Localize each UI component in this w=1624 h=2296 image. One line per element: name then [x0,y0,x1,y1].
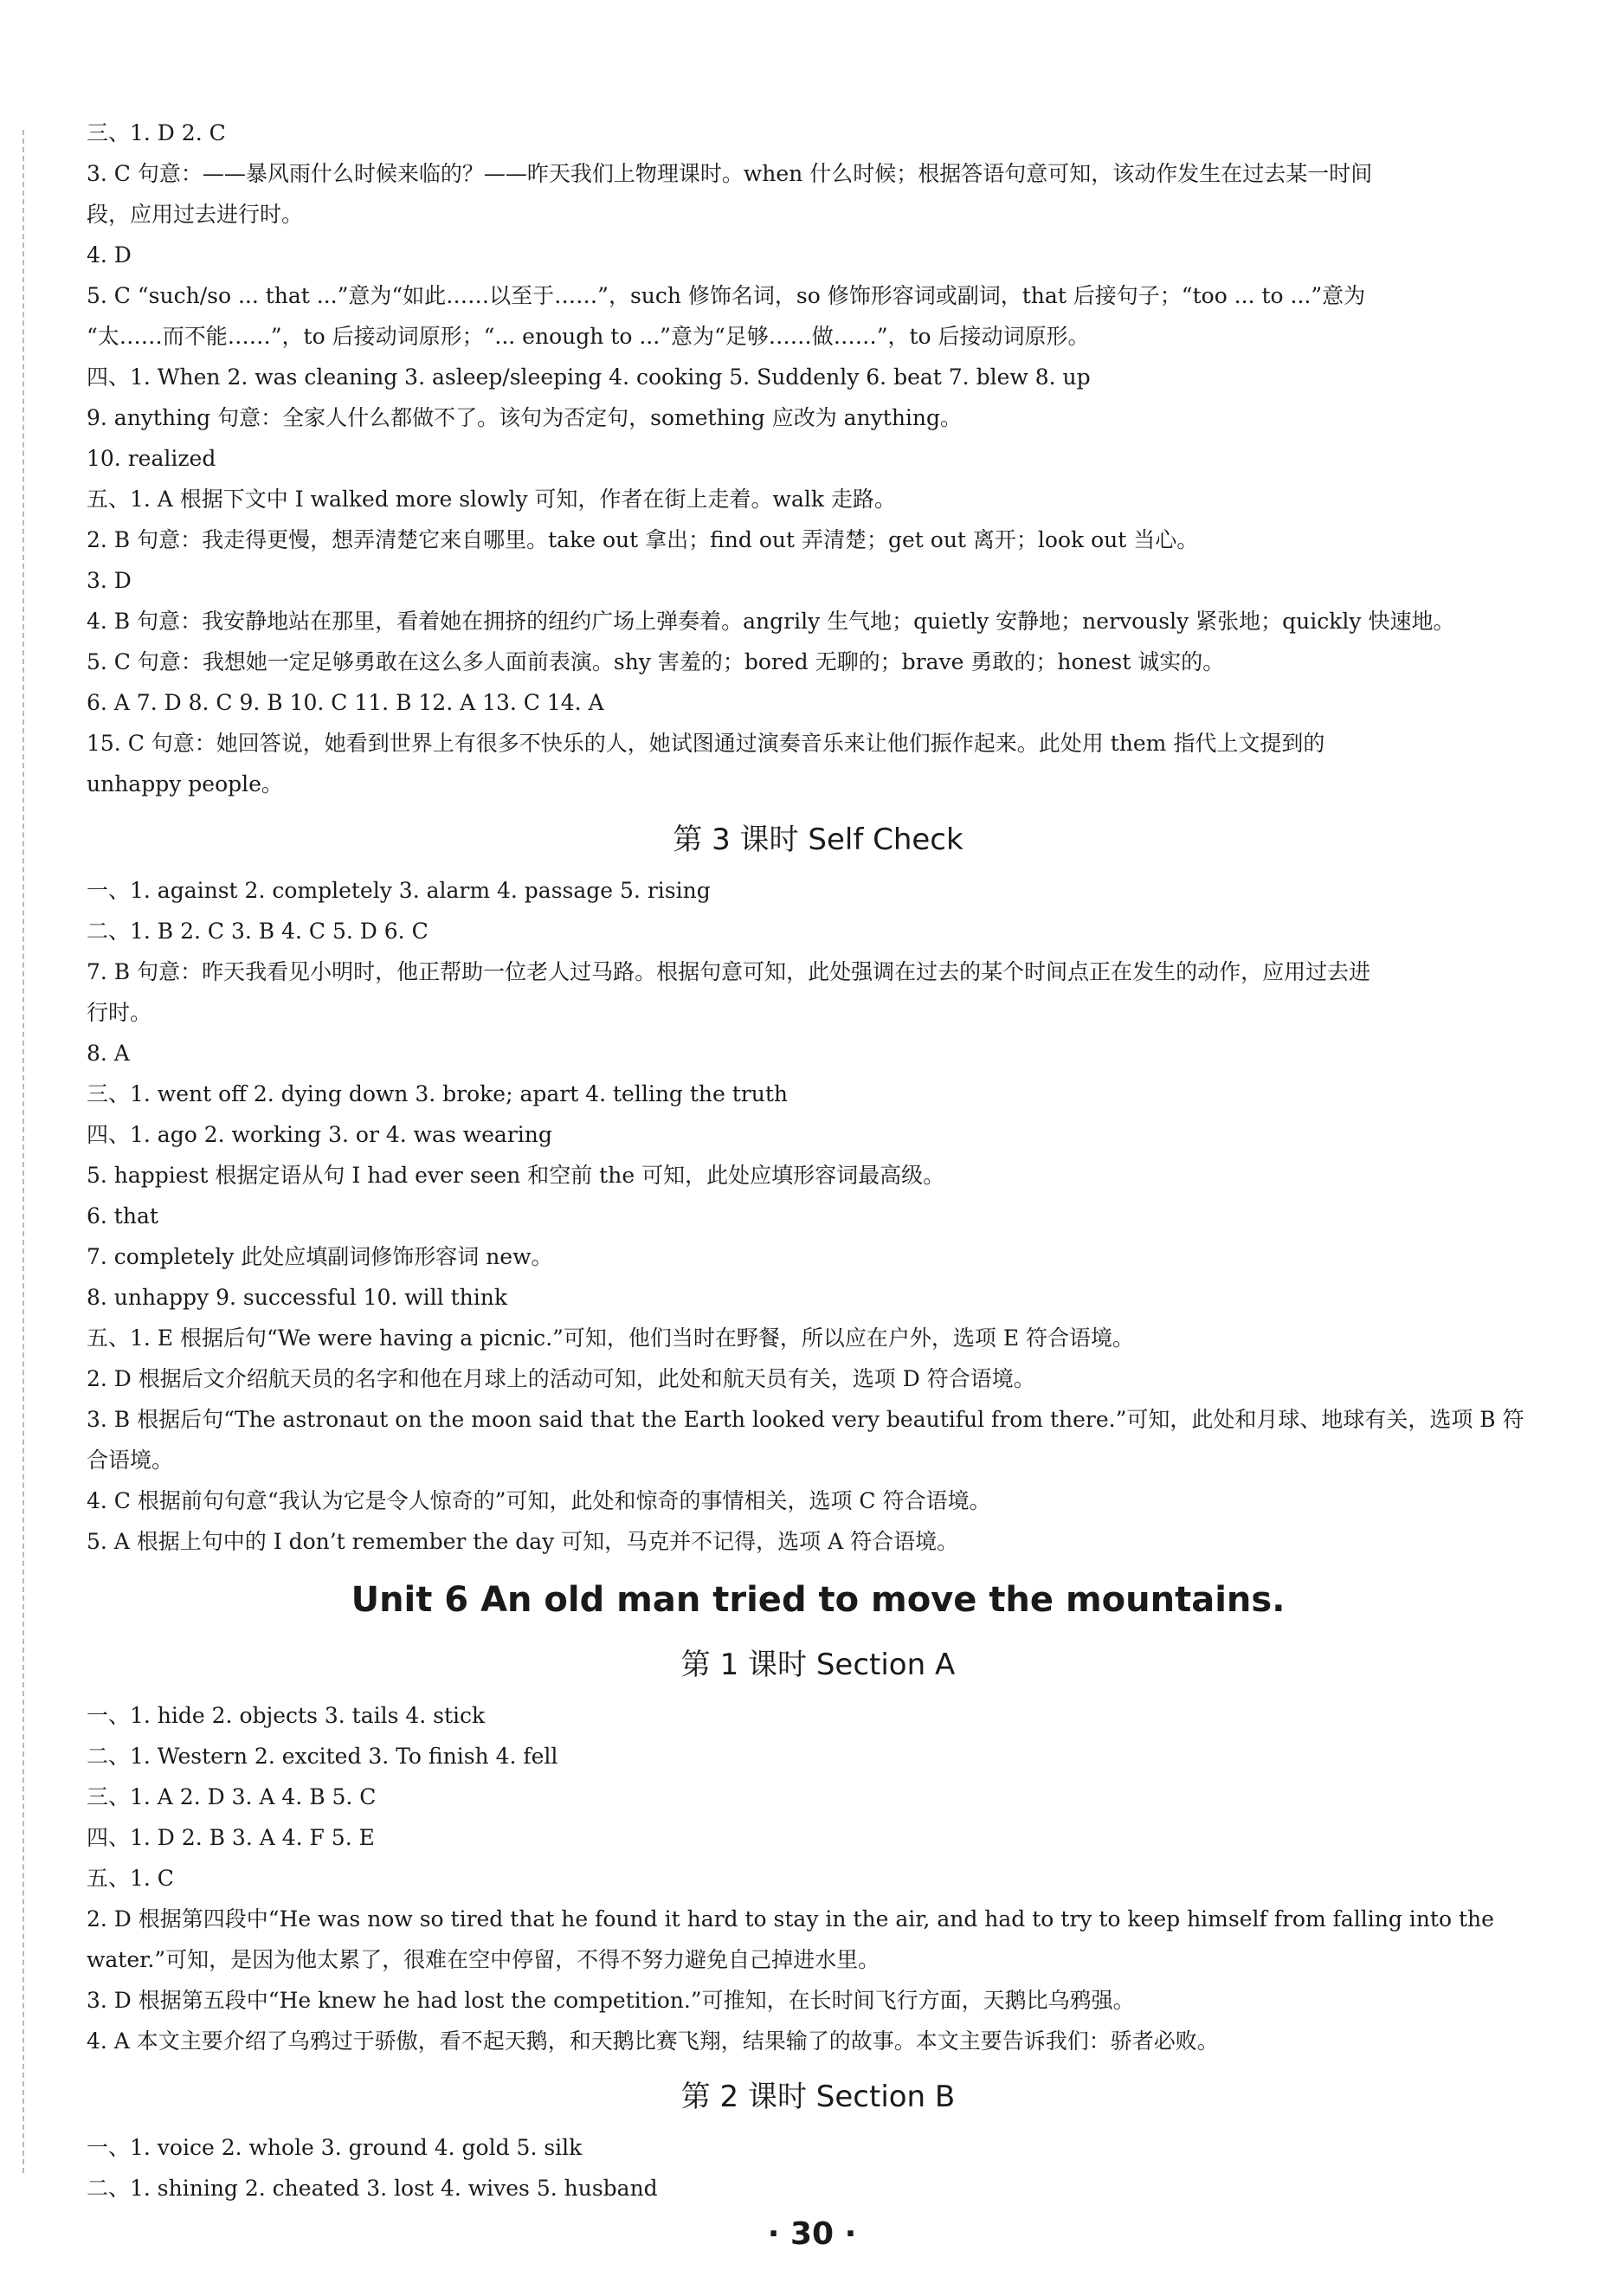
answer-line: 一、1. hide 2. objects 3. tails 4. stick [87,1703,486,1728]
answer-line: water.”可知，是因为他太累了，很难在空中停留，不得不努力避免自己掉进水里。 [87,1947,880,1972]
answer-line: 6. that [87,1203,158,1229]
answer-line: 五、1. A 根据下文中 I walked more slowly 可知，作者在街上走着。walk 走路。 [87,487,896,512]
lesson-heading-section-a: 第 1 课时 Section A [680,1648,956,1682]
unit-heading: Unit 6 An old man tried to move the mountains. [351,1580,1286,1620]
answer-line: 6. A 7. D 8. C 9. B 10. C 11. B 12. A 13. C 14. A [87,690,604,715]
margin-dashed-rule [23,130,24,2173]
answer-line: 4. D [87,242,132,268]
answer-line: 9. anything 句意：全家人什么都做不了。该句为否定句，something 应改为 anything。 [87,405,963,430]
answer-line: 4. A 本文主要介绍了乌鸦过于骄傲，看不起天鹅，和天鹅比赛飞翔，结果输了的故事。本文主要告诉我们：骄者必败。 [87,2028,1219,2054]
answer-line: 4. B 句意：我安静地站在那里，看着她在拥挤的纽约广场上弹奏着。angrily 生气地；quietly 安静地；nervously 紧张地；quickly 快速地。 [87,609,1455,634]
answer-line: 3. B 根据后句“The astronaut on the moon said that the Earth looked very beautiful from there.”可知，此处和月球、地球有关，选项 B 符 [87,1407,1524,1432]
answer-line: 2. B 句意：我走得更慢，想弄清楚它来自哪里。take out 拿出；find out 弄清楚；get out 离开；look out 当心。 [87,527,1199,552]
answer-line: 合语境。 [87,1448,174,1473]
page-number: · 30 · [767,2216,857,2252]
answer-line: 8. unhappy 9. successful 10. will think [87,1285,507,1310]
answer-line: 一、1. against 2. completely 3. alarm 4. passage 5. rising [87,878,711,903]
lesson-heading-self-check: 第 3 课时 Self Check [673,822,963,857]
answer-line: 二、1. shining 2. cheated 3. lost 4. wives 5. husband [87,2176,658,2201]
answer-line: 段，应用过去进行时。 [87,202,304,227]
answer-line: 5. happiest 根据定语从句 I had ever seen 和空前 the 可知，此处应填形容词最高级。 [87,1163,945,1188]
answer-line: 5. C 句意：我想她一定足够勇敢在这么多人面前表演。shy 害羞的；bored 无聊的；brave 勇敢的；honest 诚实的。 [87,649,1225,674]
answer-line: 7. B 句意：昨天我看见小明时，他正帮助一位老人过马路。根据句意可知，此处强调在过去的某个时间点正在发生的动作，应用过去进 [87,959,1371,984]
answer-line: 五、1. E 根据后句“We were having a picnic.”可知，他们当时在野餐，所以应在户外，选项 E 符合语境。 [87,1325,1135,1351]
answer-line: 7. completely 此处应填副词修饰形容词 new。 [87,1244,553,1269]
answer-line: 5. A 根据上句中的 I don’t remember the day 可知，马克并不记得，选项 A 符合语境。 [87,1529,959,1554]
answer-line: 五、1. C [87,1866,174,1891]
answer-page [87,113,1550,2209]
answer-line: 5. C “such/so ... that ...”意为“如此……以至于……”，such 修饰名词，so 修饰形容词或副词，that 后接句子；“too ... to ...”意为 [87,283,1366,308]
answer-line: unhappy people。 [87,771,283,797]
answer-line: 15. C 句意：她回答说，她看到世界上有很多不快乐的人，她试图通过演奏音乐来让他们振作起来。此处用 them 指代上文提到的 [87,731,1325,756]
answer-line: 8. A [87,1041,130,1066]
answer-line: 四、1. ago 2. working 3. or 4. was wearing [87,1122,552,1147]
answer-line: 一、1. voice 2. whole 3. ground 4. gold 5. silk [87,2135,583,2160]
answer-line: 三、1. went off 2. dying down 3. broke; apart 4. telling the truth [87,1081,789,1106]
answer-line: 三、1. D 2. C [87,120,226,145]
answer-line: 二、1. B 2. C 3. B 4. C 5. D 6. C [87,919,429,944]
answer-line: “太……而不能……”，to 后接动词原形；“... enough to ...”意为“足够……做……”，to 后接动词原形。 [87,324,1090,349]
answer-line: 2. D 根据后文介绍航天员的名字和他在月球上的活动可知，此处和航天员有关，选项 D 符合语境。 [87,1366,1035,1391]
answer-line: 4. C 根据前句句意“我认为它是令人惊奇的”可知，此处和惊奇的事情相关，选项 C 符合语境。 [87,1488,991,1513]
answer-line: 10. realized [87,446,216,471]
answer-line: 三、1. A 2. D 3. A 4. B 5. C [87,1784,377,1809]
answer-line: 3. D 根据第五段中“He knew he had lost the competition.”可推知，在长时间飞行方面，天鹅比乌鸦强。 [87,1988,1135,2013]
answer-line: 2. D 根据第四段中“He was now so tired that he found it hard to stay in the air, and had to try to keep himself from falling into the [87,1906,1494,1932]
answer-line: 四、1. D 2. B 3. A 4. F 5. E [87,1825,375,1850]
answer-line: 3. D [87,568,132,593]
lesson-heading-section-b: 第 2 课时 Section B [680,2080,956,2114]
answer-line: 四、1. When 2. was cleaning 3. asleep/sleeping 4. cooking 5. Suddenly 6. beat 7. blew 8. up [87,364,1091,390]
answer-line: 二、1. Western 2. excited 3. To finish 4. fell [87,1744,558,1769]
answer-line: 3. C 句意：——暴风雨什么时候来临的？——昨天我们上物理课时。when 什么时候；根据答语句意可知，该动作发生在过去某一时间 [87,161,1373,186]
answer-line: 行时。 [87,1000,152,1025]
